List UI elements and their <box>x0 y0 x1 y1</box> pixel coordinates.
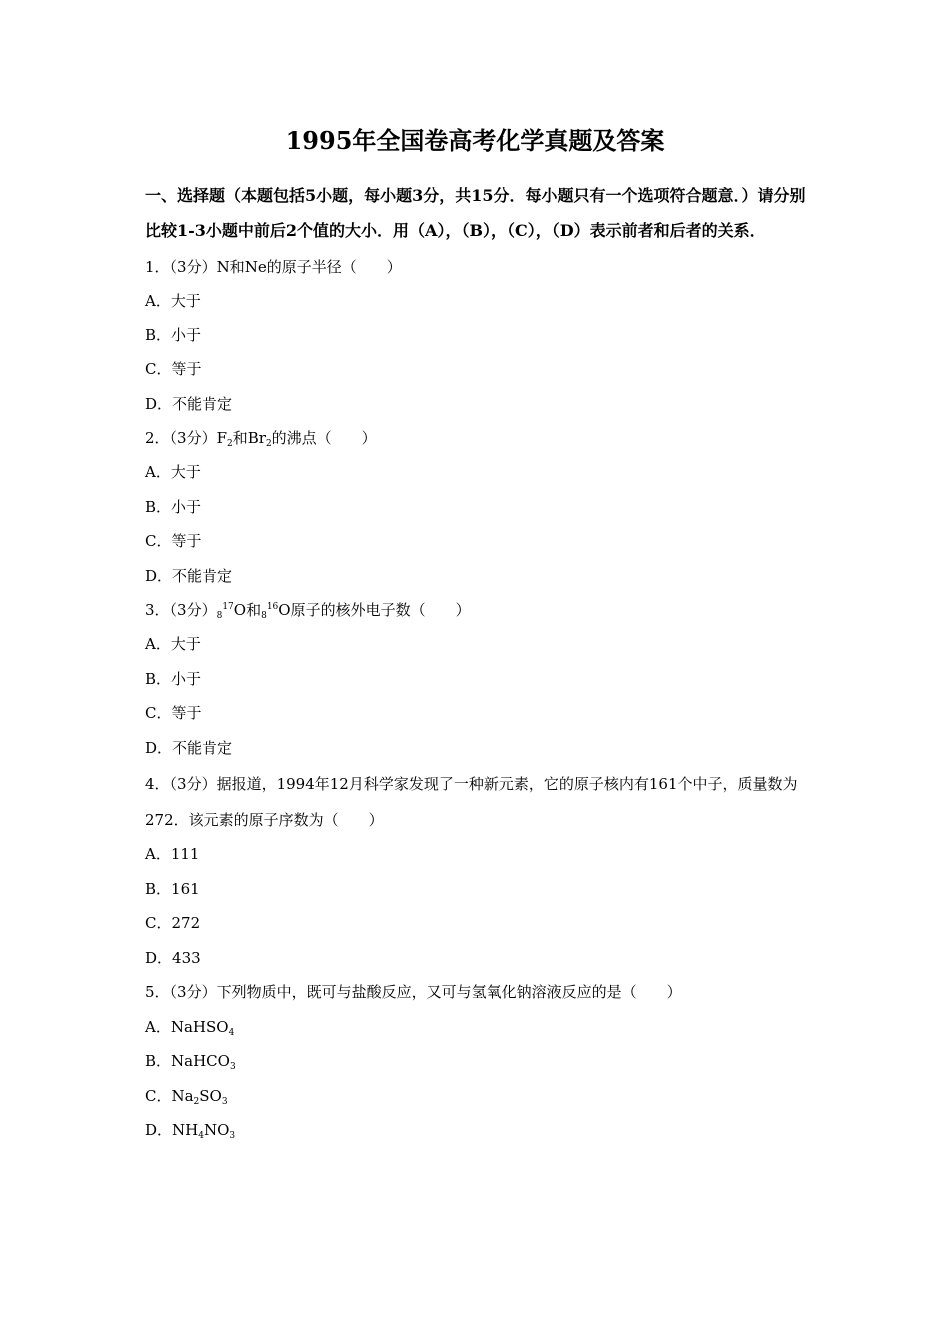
question-4-option-d: D．433 <box>145 949 201 967</box>
question-3-option-b: B．小于 <box>145 670 202 688</box>
question-1-option-c: C．等于 <box>145 360 202 378</box>
question-1-option-a: A．大于 <box>145 292 201 310</box>
question-1-option-d: D．不能肯定 <box>145 395 233 413</box>
question-4-stem: 4．（3分）据报道，1994年12月科学家发现了一种新元素，它的原子核内有161个中子，质量数为272．该元素的原子序数为（ ） <box>145 775 798 829</box>
question-4-option-c: C．272 <box>145 914 201 932</box>
question-2-option-d: D．不能肯定 <box>145 567 233 585</box>
question-1-option-b: B．小于 <box>145 326 202 344</box>
question-2-option-c: C．等于 <box>145 532 202 550</box>
question-1-stem: 1．（3分）N和Ne的原子半径（ ） <box>145 258 402 276</box>
question-5-option-c: C．$Na_2SO_3$ <box>145 1087 228 1107</box>
question-3-option-c: C．等于 <box>145 704 202 722</box>
question-2-option-b: B．小于 <box>145 498 202 516</box>
question-4-option-a: A．111 <box>145 845 200 863</box>
question-2-option-a: A．大于 <box>145 463 201 481</box>
question-5-option-b: B．NaHCO$_3$ <box>145 1052 236 1072</box>
question-4-option-b: B．161 <box>145 880 200 898</box>
question-5-option-d: D．$NH_4NO_3$ <box>145 1121 236 1141</box>
question-3-option-d: D．不能肯定 <box>145 739 233 757</box>
question-5-option-a: A．NaHSO$_4$ <box>145 1018 235 1038</box>
question-3-stem: 3．（3分）$_8^{17}O$和$_8^{16}$O原子的核外电子数（ ） <box>145 601 471 621</box>
question-3-option-a: A．大于 <box>145 635 201 653</box>
section-intro: 一、选择题（本题包括5小题，每小题3分，共15分．每小题只有一个选项符合题意．）请分别比较1-3小题中前后2个值的大小．用（A），（B），（C），（D）表示前者和后者的关系． <box>145 186 806 240</box>
question-5-stem: 5．（3分）下列物质中，既可与盐酸反应，又可与氢氧化钠溶液反应的是（ ） <box>145 983 682 1001</box>
question-2-stem: 2．（3分）$F_2$和$Br_2$的沸点（ ） <box>145 429 377 449</box>
page-title: 1995年全国卷高考化学真题及答案 <box>285 126 665 155</box>
